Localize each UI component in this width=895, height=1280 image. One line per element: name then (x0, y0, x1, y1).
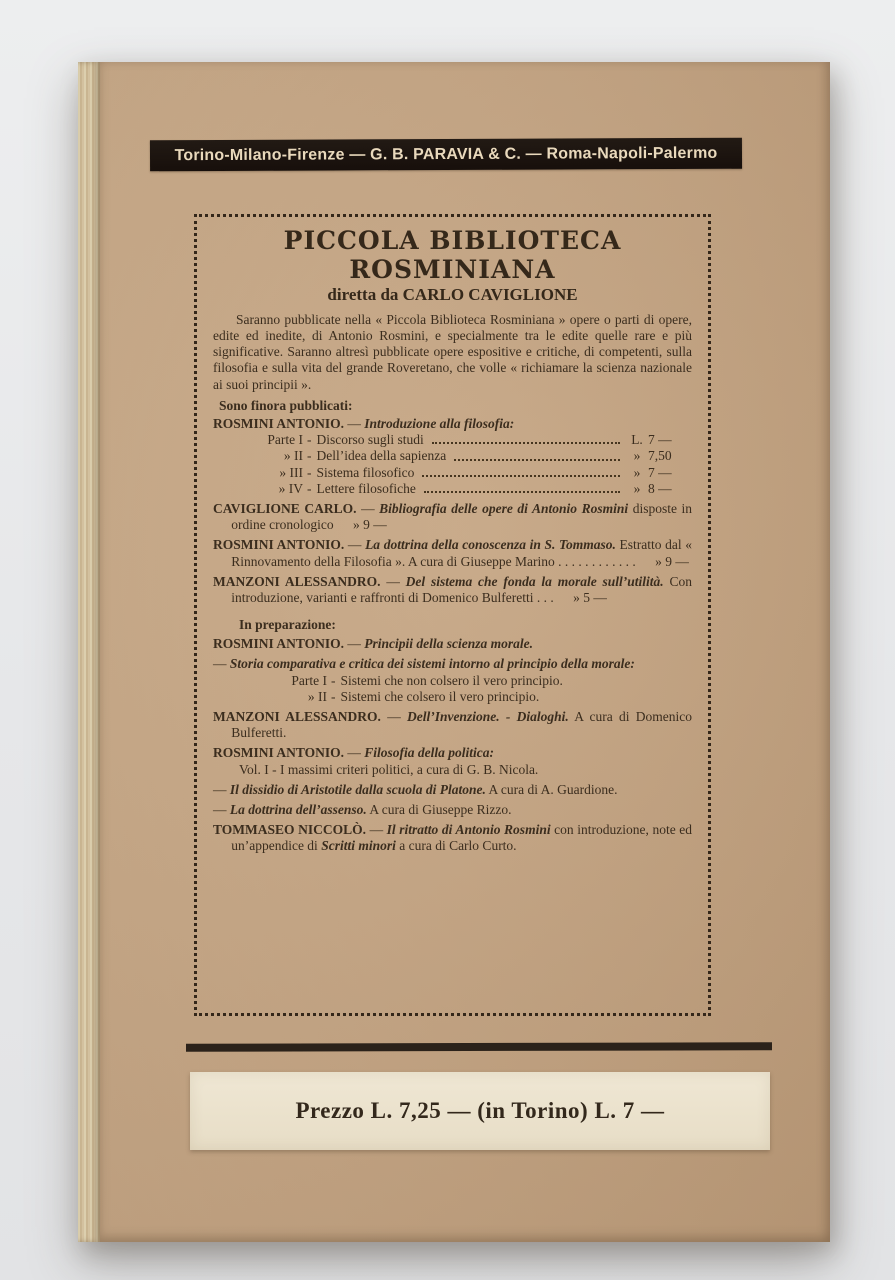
em-dash: — (347, 745, 361, 761)
currency: » (633, 448, 641, 464)
em-dash: — (347, 416, 361, 432)
work-subtitle: Estratto dal « Rinnovamento della Filosofia ». A cura di Giuseppe Marino (231, 537, 693, 569)
preparation-entry (213, 745, 692, 777)
work-title: Il ritratto di Antonio Rosmini (386, 822, 551, 838)
part-label: » IV (278, 480, 303, 496)
published-heading: Sono finora pubblicati: (219, 397, 353, 413)
book-pages-edge (78, 62, 100, 1242)
work-subtitle: con introduzione, note ed un’appendice di (231, 822, 693, 854)
price-value: 9 — (665, 553, 689, 569)
entry-body (213, 802, 692, 818)
preparation-entry (213, 709, 692, 741)
em-dash: — (213, 656, 227, 672)
work-subtitle: A cura di Giuseppe Rizzo. (369, 801, 512, 817)
dot-leader (422, 475, 620, 477)
preparation-entry (213, 636, 692, 652)
part-title: Lettere filosofiche (316, 480, 416, 496)
entry-body (213, 709, 692, 741)
part-title: Discorso sugli studi (316, 432, 424, 448)
em-dash: — (347, 636, 361, 652)
price-inline (353, 517, 387, 532)
work-title: Dell’Invenzione. - Dialoghi. (406, 709, 569, 725)
work-title: Introduzione alla filosofia: (364, 416, 515, 432)
currency: » (655, 553, 662, 569)
currency: » (633, 464, 641, 480)
price-value: 7 — (648, 432, 672, 448)
work-subtitle: A cura di Domenico Bulferetti. (231, 709, 692, 741)
series-title: PICCOLA BIBLIOTECA ROSMINIANA (283, 226, 622, 284)
em-dash: — (347, 537, 362, 553)
work-subtitle: disposte in ordine cronologico (231, 500, 693, 533)
published-entry (213, 416, 692, 497)
work-subtitle: a cura di Carlo Curto. (399, 838, 517, 854)
cover-surface (100, 62, 830, 1242)
hyphen-sep: - (307, 480, 312, 496)
preparation-entry (213, 822, 692, 854)
work-title: La dottrina dell’assenso. (229, 801, 367, 817)
price-value: 5 — (583, 589, 607, 605)
part-title: Sistema filosofico (316, 464, 415, 480)
em-dash: — (387, 709, 401, 725)
author-name: ROSMINI ANTONIO. (213, 745, 345, 761)
entry-body (213, 537, 692, 569)
work-title: Bibliografia delle opere di Antonio Rosmini (379, 500, 629, 516)
hyphen-sep: - (331, 688, 336, 704)
price-value: 7,50 (648, 448, 672, 464)
book-back-cover (78, 62, 830, 1242)
editor-name: CARLO CAVIGLIONE (402, 284, 578, 304)
em-dash: — (369, 822, 384, 838)
work-title: Storia comparativa e critica dei sistemi intorno al principio della morale: (229, 656, 635, 672)
work-title: Del sistema che fonda la morale sull’utilità. (405, 573, 664, 589)
price-text: Prezzo L. 7,25 — (in Torino) L. 7 — (295, 1098, 665, 1123)
part-label: » III (279, 464, 303, 480)
dot-leader-text: . . . (536, 589, 554, 605)
catalog-box (194, 214, 711, 1016)
work-title: Il dissidio di Aristotile dalla scuola di Platone. (229, 781, 486, 797)
entry-body (213, 782, 692, 798)
em-dash: — (386, 573, 400, 589)
preparation-entry (213, 802, 692, 818)
part-row (213, 689, 692, 705)
dot-leader-text: . . . . . . . . . . . . (558, 553, 636, 569)
price-row (213, 481, 692, 497)
author-name: TOMMASEO NICCOLÒ. (213, 822, 366, 838)
divider-rule (186, 1042, 772, 1052)
hyphen-sep: - (307, 448, 312, 464)
price-value: 8 — (648, 480, 672, 496)
author-name: ROSMINI ANTONIO. (213, 416, 345, 432)
hyphen-sep: - (307, 432, 312, 448)
part-row (213, 673, 692, 689)
price-inline (573, 590, 607, 605)
price-row (213, 432, 692, 448)
author-name: MANZONI ALESSANDRO. (213, 709, 381, 725)
currency: » (352, 517, 360, 533)
em-dash: — (213, 781, 227, 797)
entry-body (213, 822, 692, 854)
preparation-entry (213, 782, 692, 798)
price-value: 7 — (648, 464, 672, 480)
part-label: » II (307, 688, 327, 704)
part-title: Sistemi che non colsero il vero principio. (340, 672, 563, 688)
preparation-entry (213, 656, 692, 705)
dot-leader (424, 491, 620, 493)
volume-line: Vol. I - I massimi criteri politici, a cura di G. B. Nicola. (239, 761, 539, 777)
series-editor-line (213, 285, 692, 305)
price-label (190, 1072, 770, 1150)
part-label: » II (283, 448, 303, 464)
currency: » (573, 589, 580, 605)
entry-head (213, 416, 692, 432)
currency: » (633, 480, 641, 496)
dot-leader (454, 459, 620, 461)
author-name: ROSMINI ANTONIO. (213, 636, 345, 652)
entry-body (213, 501, 692, 533)
editor-prefix: diretta da (327, 284, 399, 304)
dot-leader (432, 442, 620, 444)
author-name: CAVIGLIONE CARLO. (213, 500, 357, 516)
publisher-banner: Torino-Milano-Firenze — G. B. PARAVIA & C. — Roma-Napoli-Palermo (150, 138, 742, 172)
published-entry (213, 537, 692, 569)
currency: L. (631, 432, 643, 448)
hyphen-sep: - (331, 672, 336, 688)
part-title: Sistemi che colsero il vero principio. (340, 688, 540, 704)
series-intro: Saranno pubblicate nella « Piccola Biblioteca Rosminiana » opere o parti di opere, edite ed inedite, di Antonio Rosmini, e specialmente tra le edite quelle rare e più significative. Saranno altresì pubblicate opere espositive e critiche, di competenti, sulla filosofia e sulla vita del grande Roveretano, che volle « richiamare la scienza nazionale ai suoi principii ». (213, 311, 692, 392)
price-inline (655, 554, 689, 569)
published-entry (213, 501, 692, 533)
work-subtitle: A cura di A. Guardione. (488, 781, 618, 797)
preparation-heading: In preparazione: (239, 617, 336, 633)
work-subtitle: Con introduzione, varianti e raffronti di Domenico Bulferetti (231, 573, 693, 605)
part-label: Parte I (267, 432, 303, 448)
work-title-secondary: Scritti minori (321, 838, 396, 854)
work-title: Principii della scienza morale. (364, 636, 534, 652)
published-entry (213, 574, 692, 606)
entry-body (213, 656, 692, 672)
work-title: La dottrina della conoscenza in S. Tommaso. (365, 537, 616, 553)
entry-body (213, 574, 692, 606)
hyphen-sep: - (307, 464, 312, 480)
entry-head (213, 745, 692, 761)
entry-body (213, 636, 692, 652)
part-title: Dell’idea della sapienza (316, 448, 447, 464)
author-name: MANZONI ALESSANDRO. (213, 573, 381, 589)
em-dash: — (361, 500, 375, 516)
part-label: Parte I (291, 672, 327, 688)
price-value: 9 — (363, 517, 387, 533)
author-name: ROSMINI ANTONIO. (213, 537, 345, 553)
price-row (213, 465, 692, 481)
em-dash: — (213, 801, 227, 817)
work-title: Filosofia della politica: (364, 745, 495, 761)
price-row (213, 448, 692, 464)
